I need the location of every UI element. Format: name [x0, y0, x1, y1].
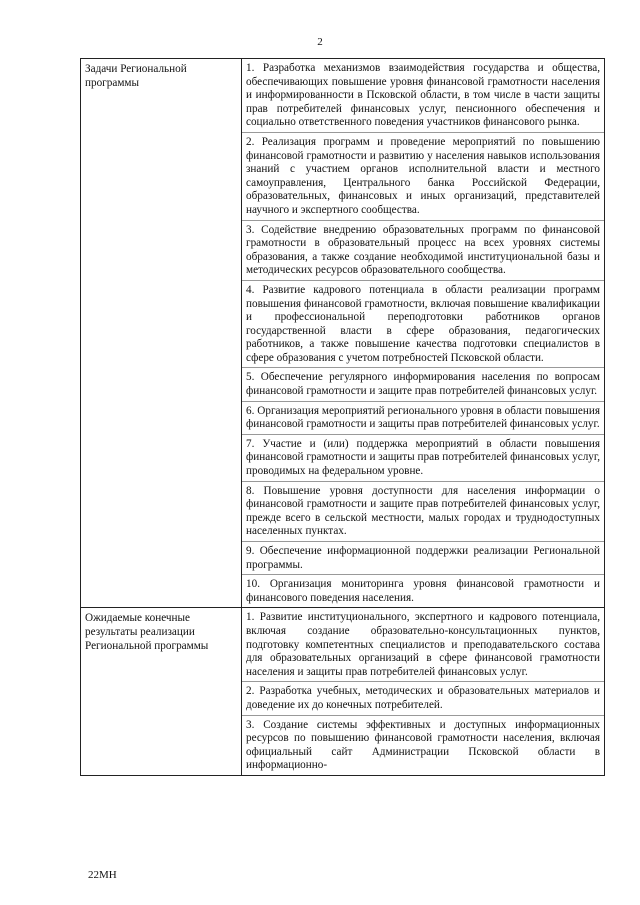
list-item: 8. Повышение уровня доступности для населения информации о финансовой грамотности и защите прав потребителей финансовых услуг, прежде всего в сельской местности, малых городах и труднодоступных населенных пунктах. — [242, 482, 604, 542]
list-item: 2. Реализация программ и проведение мероприятий по повышению финансовой грамотности и развитию у населения навыков использования знаний с участием органов исполнительной власти и местного самоуправления, Центрального банка Российской Федерации, образовательных, финансовых и иных организаций, представителей научного и экспертного сообщества. — [242, 133, 604, 221]
list-item: 2. Разработка учебных, методических и образовательных материалов и доведение их до конечных потребителей. — [242, 682, 604, 715]
list-item: 3. Содействие внедрению образовательных программ по финансовой грамотности в образовательный процесс на всех уровнях системы образования, а также создание необходимой институциональной базы и методических ресурсов образовательного сообщества. — [242, 221, 604, 281]
row-label-tasks: Задачи Региональной программы — [81, 59, 242, 608]
list-item: 10. Организация мониторинга уровня финансовой грамотности и финансового поведения населения. — [246, 578, 600, 604]
list-item: 6. Организация мероприятий регионального уровня в области повышения финансовой грамотности и защиты прав потребителей финансовых услуг. — [242, 402, 604, 435]
row-items-tasks — [242, 59, 605, 608]
page-number: 2 — [317, 36, 323, 48]
list-item: 3. Создание системы эффективных и доступных информационных ресурсов по повышению финансовой грамотности населения, включая официальный сайт Администрации Псковской области в информационно- — [246, 718, 600, 772]
list-item: 5. Обеспечение регулярного информирования населения по вопросам финансовой грамотности и защите прав потребителей финансовых услуг. — [242, 368, 604, 401]
table-row-tasks — [81, 59, 605, 608]
list-item: 7. Участие и (или) поддержка мероприятий в области повышения финансовой грамотности и защиты прав потребителей финансовых услуг, проводимых на федеральном уровне. — [242, 435, 604, 482]
program-table — [80, 58, 605, 776]
list-item: 4. Развитие кадрового потенциала в области реализации программ повышения финансовой грамотности, включая повышение квалификации и профессиональной переподготовки работников органов государственной власти в сфере образования, педагогических работников, а также повышение качества подготовки специалистов в сфере образования с учетом потребностей Псковской области. — [242, 281, 604, 369]
list-item: 1. Развитие институционального, экспертного и кадрового потенциала, включая создание образовательно-консультационных пунктов, подготовку компетентных специалистов и преподавательского состава для образовательных организаций в сфере финансовой грамотности населения и защиты прав потребителей финансовых услуг. — [242, 608, 604, 682]
table-row-results — [81, 608, 605, 776]
list-item: 1. Разработка механизмов взаимодействия государства и общества, обеспечивающих повышение уровня финансовой грамотности населения и информированности в Псковской области, в том числе в части защиты прав потребителей финансовых услуг, пенсионного обеспечения и социально ответственного поведения участников финансового рынка. — [242, 59, 604, 133]
row-items-results — [242, 608, 605, 776]
list-item: 9. Обеспечение информационной поддержки реализации Региональной программы. — [242, 542, 604, 575]
row-label-results: Ожидаемые конечные результаты реализации Региональной программы — [81, 608, 242, 776]
footer-code: 22МН — [88, 869, 117, 881]
